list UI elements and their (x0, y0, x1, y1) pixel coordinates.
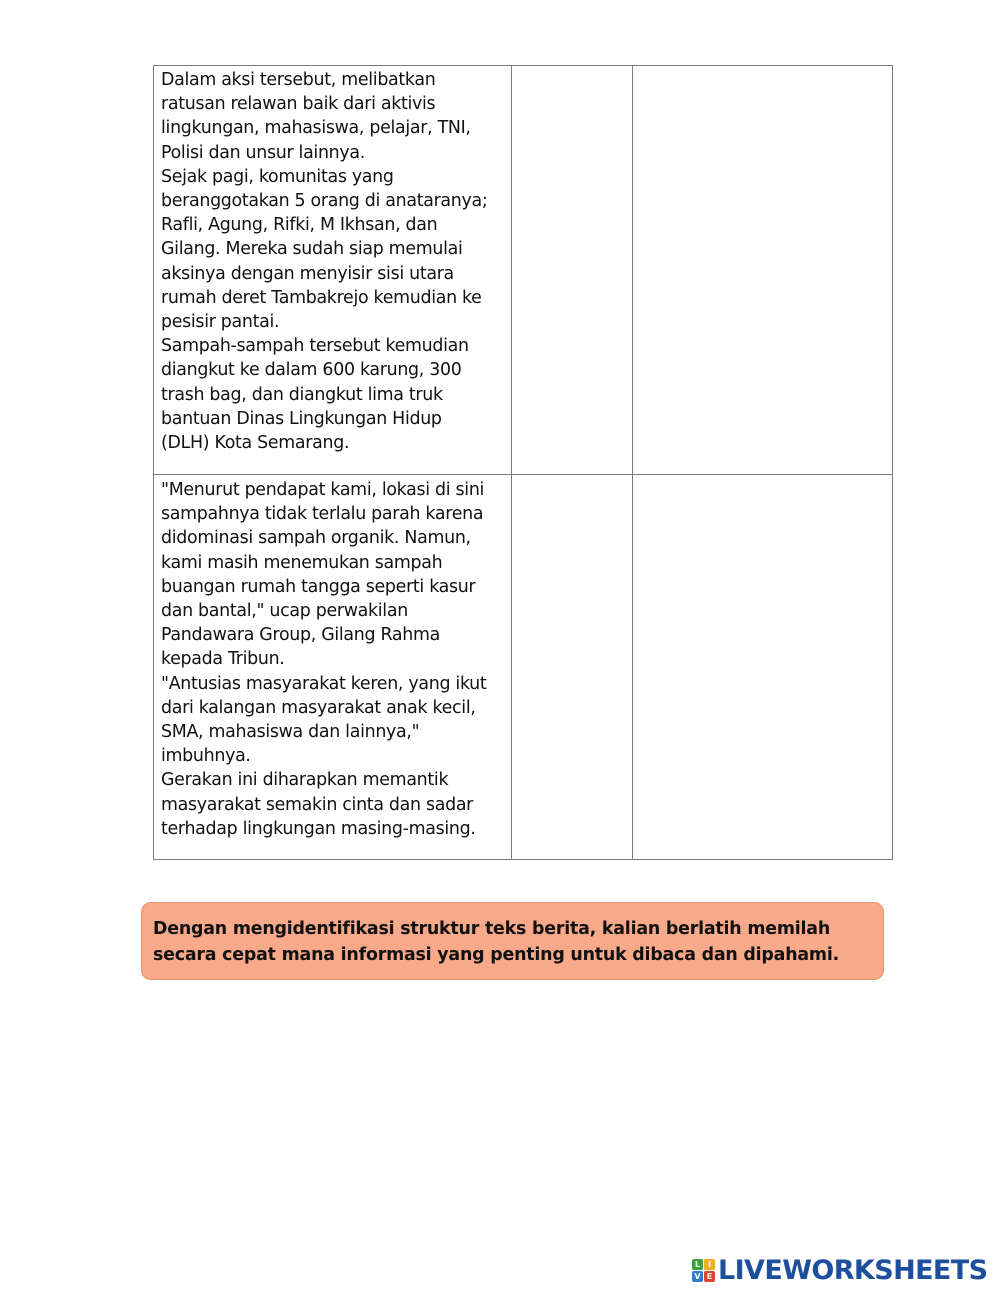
text-line: Sejak pagi, komunitas yang (161, 166, 394, 187)
logo-tile-e: E (704, 1271, 715, 1282)
text-line: (DLH) Kota Semarang. (161, 433, 350, 454)
text-line: Dalam aksi tersebut, melibatkan (161, 70, 436, 90)
answer-cell-explanation[interactable] (632, 475, 892, 860)
answer-cell-explanation[interactable] (632, 66, 892, 475)
text-line: ratusan relawan baik dari aktivis (161, 94, 436, 115)
answer-cell-structure[interactable] (512, 475, 632, 860)
news-text-cell (154, 66, 512, 475)
text-line: Gilang. Mereka sudah siap memulai (161, 239, 463, 260)
text-line: Polisi dan unsur lainnya. (161, 142, 365, 163)
text-line: masyarakat semakin cinta dan sadar (161, 794, 474, 815)
brand-name: LIVEWORKSHEETS (718, 1254, 988, 1286)
liveworksheets-brand (692, 1254, 987, 1286)
info-note-box (141, 902, 884, 980)
liveworksheets-logo-icon (692, 1259, 715, 1282)
answer-cell-structure[interactable] (512, 66, 632, 475)
text-line: imbuhnya. (161, 746, 251, 767)
text-line: Sampah-sampah tersebut kemudian (161, 336, 469, 357)
logo-tile-i: I (704, 1259, 715, 1270)
text-line: rumah deret Tambakrejo kemudian ke (161, 287, 482, 308)
text-line: Gerakan ini diharapkan memantik (161, 770, 449, 791)
text-line: SMA, mahasiswa dan lainnya," (161, 722, 420, 743)
text-line: buangan rumah tangga seperti kasur (161, 576, 476, 597)
news-text-cell (154, 475, 512, 860)
text-line: dari kalangan masyarakat anak kecil, (161, 697, 476, 718)
text-line: "Antusias masyarakat keren, yang ikut (161, 673, 487, 694)
text-line: lingkungan, mahasiswa, pelajar, TNI, (161, 118, 471, 139)
text-line: didominasi sampah organik. Namun, (161, 528, 471, 549)
text-line: Rafli, Agung, Rifki, M Ikhsan, dan (161, 215, 438, 236)
logo-tile-l: L (692, 1259, 703, 1270)
text-line: beranggotakan 5 orang di anataranya; (161, 191, 488, 212)
text-line: Pandawara Group, Gilang Rahma (161, 625, 440, 646)
text-line: diangkut ke dalam 600 karung, 300 (161, 360, 462, 381)
text-line: sampahnya tidak terlalu parah karena (161, 504, 484, 525)
text-line: dan bantal," ucap perwakilan (161, 601, 408, 622)
logo-tile-v: V (692, 1271, 703, 1282)
text-line: kami masih menemukan sampah (161, 552, 443, 573)
note-line: Dengan mengidentifikasi struktur teks berita, kalian berlatih memilah (153, 919, 831, 939)
text-line: kepada Tribun. (161, 649, 285, 670)
text-line: pesisir pantai. (161, 312, 280, 333)
text-line: terhadap lingkungan masing-masing. (161, 818, 476, 839)
text-line: aksinya dengan menyisir sisi utara (161, 263, 454, 284)
table-row (154, 66, 893, 475)
note-line: secara cepat mana informasi yang penting untuk dibaca dan dipahami. (153, 945, 840, 965)
text-line: trash bag, dan diangkut lima truk (161, 384, 443, 405)
table-row (154, 475, 893, 860)
news-structure-table (153, 65, 893, 860)
text-line: "Menurut pendapat kami, lokasi di sini (161, 480, 485, 500)
text-line: bantuan Dinas Lingkungan Hidup (161, 408, 442, 429)
